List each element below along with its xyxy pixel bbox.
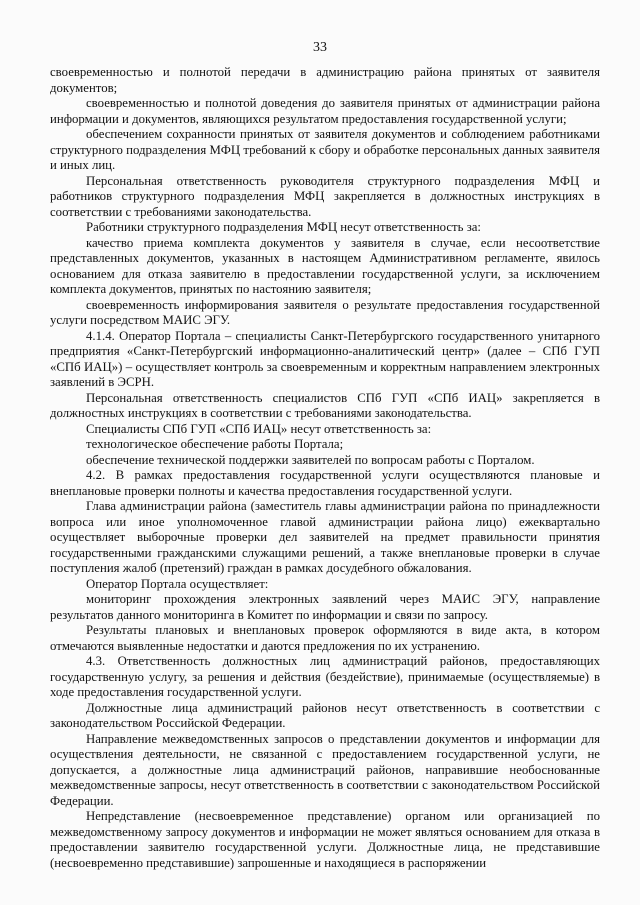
paragraph-13: 4.2. В рамках предоставления государственной услуги осуществляются плановые и внеплановые проверки полноты и качества предоставления государственной услуги. [50, 468, 600, 498]
paragraph-2: своевременностью и полнотой доведения до заявителя принятых от администрации района информации и документов, являющихся результатом предоставления государственной услуги; [50, 96, 600, 126]
page-number: 33 [313, 40, 327, 55]
document-body [50, 65, 600, 871]
paragraph-3: обеспечением сохранности принятых от заявителя документов и соблюдением работниками структурного подразделения МФЦ требований к сбору и обработке персональных данных заявителя и иных лиц. [50, 127, 600, 172]
paragraph-6: качество приема комплекта документов у заявителя в случае, если несоответствие представленных документов, указанных в настоящем Административном регламенте, явилось основанием для отказа заявителю в предоставлении государственной услуги, за исключением комплекта документов, принятых по настоянию заявителя; [50, 235, 600, 296]
paragraph-8: 4.1.4. Оператор Портала – специалисты Санкт-Петербургского государственного унитарного предприятия «Санкт-Петербургский информационно-аналитический центр» (далее – СПб ГУП «СПб ИАЦ») – осуществляет контроль за своевременным и корректным направлением электронных заявлений в ЭСРН. [50, 328, 600, 389]
paragraph-18: 4.3. Ответственность должностных лиц администраций районов, предоставляющих государственную услугу, за решения и действия (бездействие), принимаемые (осуществляемые) в ходе предоставления государственной услуги. [50, 654, 600, 699]
paragraph-11: технологическое обеспечение работы Портала; [86, 437, 344, 451]
paragraph-9: Персональная ответственность специалистов СПб ГУП «СПб ИАЦ» закрепляется в должностных инструкциях в соответствии с требованиями законодательства. [50, 390, 600, 420]
paragraph-7: своевременность информирования заявителя о результате предоставления государственной услуги посредством МАИС ЭГУ. [50, 297, 600, 327]
paragraph-19: Должностные лица администраций районов несут ответственность в соответствии с законодательством Российской Федерации. [50, 700, 600, 730]
paragraph-16: мониторинг прохождения электронных заявлений через МАИС ЭГУ, направление результатов данного мониторинга в Комитет по информации и связи по запросу. [50, 592, 600, 622]
paragraph-1: своевременностью и полнотой передачи в администрацию района принятых от заявителя документов; [50, 65, 600, 95]
paragraph-4: Персональная ответственность руководителя структурного подразделения МФЦ и работников структурного подразделения МФЦ закрепляется в должностных инструкциях в соответствии с требованиями законодательства. [50, 173, 600, 219]
paragraph-10: Специалисты СПб ГУП «СПб ИАЦ» несут ответственность за: [86, 421, 432, 436]
paragraph-5: Работники структурного подразделения МФЦ несут ответственность за: [86, 220, 481, 234]
paragraph-20: Направление межведомственных запросов о представлении документов и информации для осуществления деятельности, не связанной с предоставлением государственной услуги, не допускается, а должностные лица администраций районов, направившие необоснованные межведомственные запросы, несут ответственность в соответствии с законодательством Российской Федерации. [50, 731, 600, 808]
paragraph-21: Непредставление (несвоевременное представление) органом или организацией по межведомственному запросу документов и информации не может являться основанием для отказа в предоставлении заявителю государственной услуги. Должностные лица, не представившие (несвоевременно представившие) запрошенные и находящиеся в распоряжении [50, 809, 600, 870]
paragraph-17: Результаты плановых и внеплановых проверок оформляются в виде акта, в котором отмечаются выявленные недостатки и даются предложения по их устранению. [50, 623, 600, 653]
paragraph-12: обеспечение технической поддержки заявителей по вопросам работы с Порталом. [86, 452, 535, 467]
paragraph-14: Глава администрации района (заместитель главы администрации района по принадлежности вопроса или иное уполномоченное главой администрации района лицо) ежеквартально осуществляет выборочные проверки дел заявителей на предмет правильности принятия государственными гражданскими служащими решений, а также внеплановые проверки в случае поступления жалоб (претензий) граждан в рамках досудебного обжалования. [50, 499, 600, 575]
paragraph-15: Оператор Портала осуществляет: [86, 576, 269, 591]
